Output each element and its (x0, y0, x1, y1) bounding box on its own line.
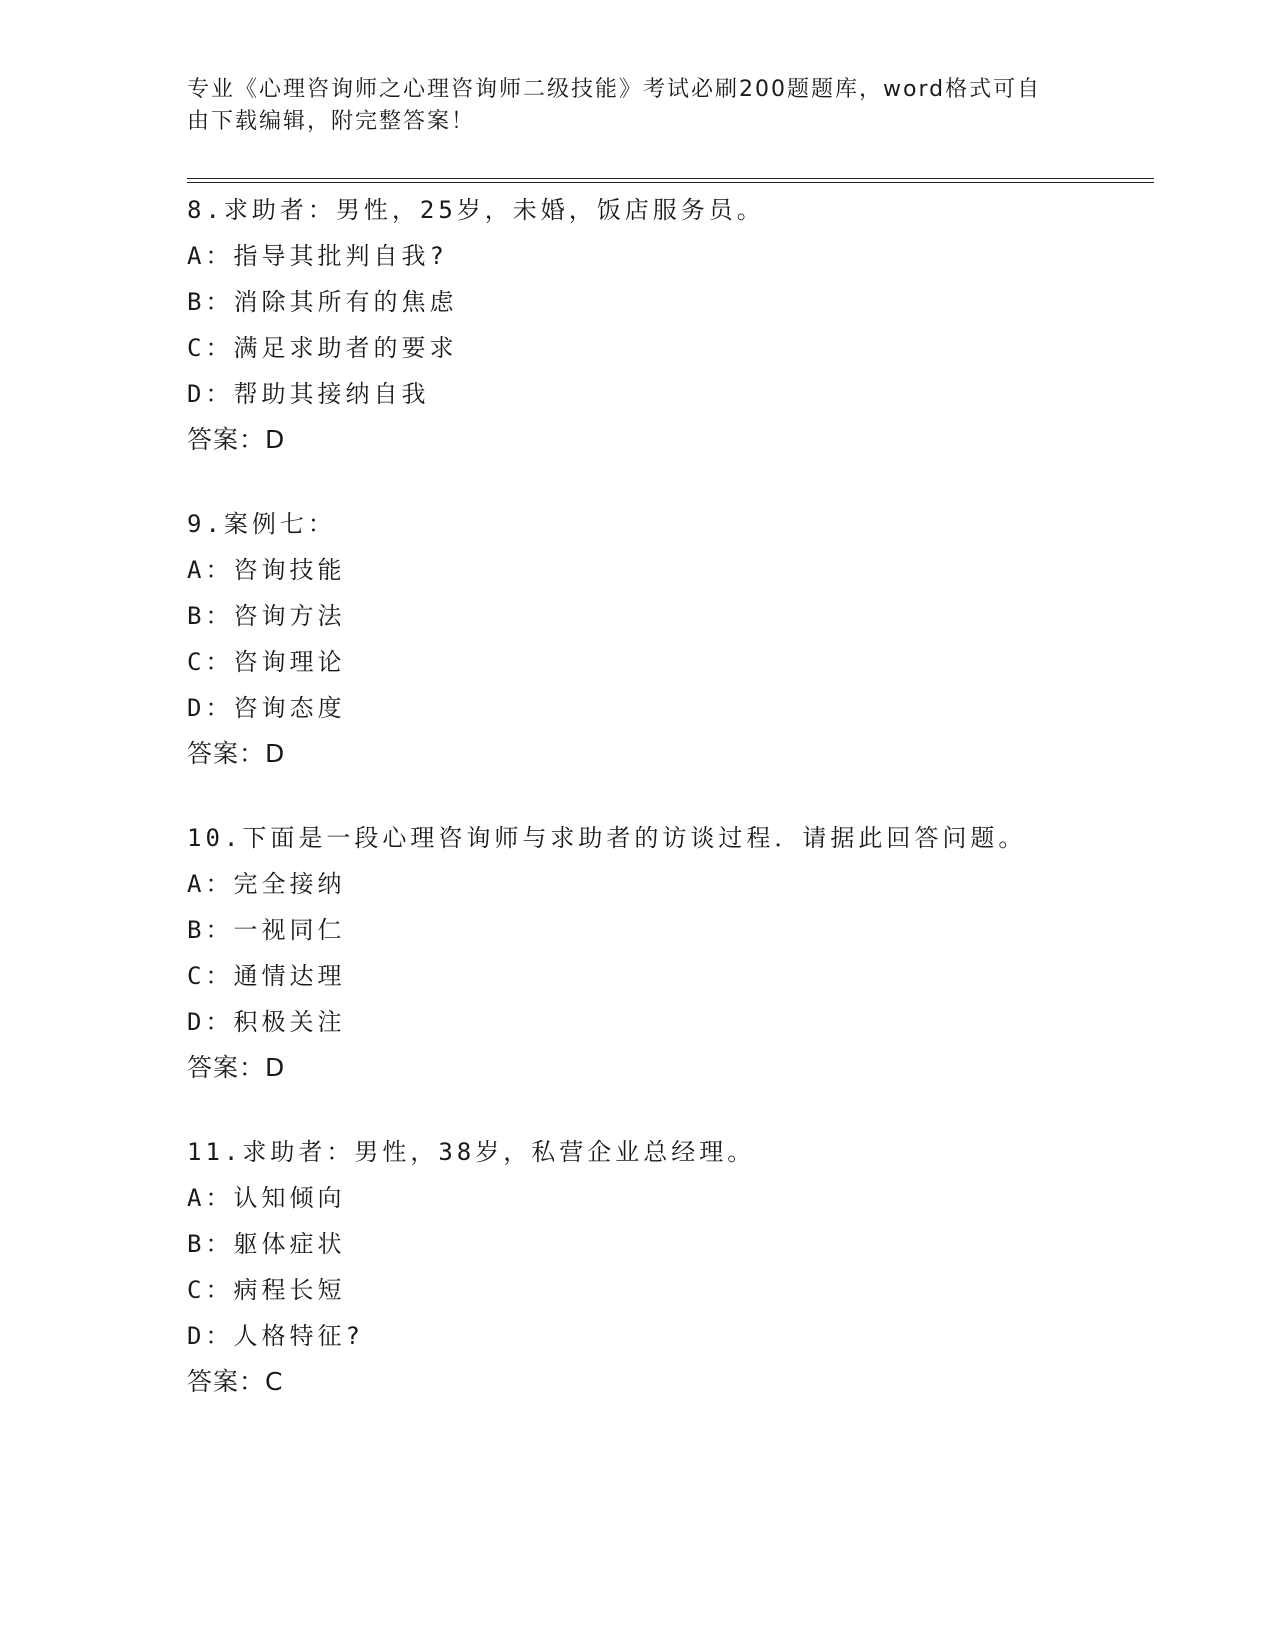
question-stem: 11.求助者：男性，38岁，私营企业总经理。 (187, 1138, 756, 1166)
option-d: D：帮助其接纳自我 (187, 380, 430, 408)
option-c: C：通情达理 (187, 962, 346, 990)
header-line-2: 由下载编辑，附完整答案！ (187, 109, 476, 134)
question-stem: 10.下面是一段心理咨询师与求助者的访谈过程．请据此回答问题。 (187, 824, 1027, 852)
answer-line: 答案：D (187, 425, 286, 454)
question-9 (187, 501, 1187, 777)
option-d: D：人格特征? (187, 1322, 364, 1350)
header-divider (187, 178, 1154, 183)
answer-line: 答案：D (187, 1053, 286, 1082)
answer-line: 答案：D (187, 739, 286, 768)
header-line-1: 专业《心理咨询师之心理咨询师二级技能》考试必刷200题题库，word格式可自 (187, 77, 1042, 102)
option-c: C：咨询理论 (187, 648, 346, 676)
document-header (187, 74, 1067, 138)
option-b: B：一视同仁 (187, 916, 346, 944)
question-8 (187, 187, 1187, 463)
question-10 (187, 815, 1187, 1091)
option-d: D：积极关注 (187, 1008, 346, 1036)
option-b: B：咨询方法 (187, 602, 346, 630)
option-b: B：躯体症状 (187, 1230, 346, 1258)
option-a: A：完全接纳 (187, 870, 346, 898)
option-a: A：指导其批判自我? (187, 242, 448, 270)
question-stem: 8.求助者：男性，25岁，未婚，饭店服务员。 (187, 196, 765, 224)
question-stem: 9.案例七： (187, 510, 336, 538)
option-b: B：消除其所有的焦虑 (187, 288, 458, 316)
option-c: C：满足求助者的要求 (187, 334, 458, 362)
option-a: A：认知倾向 (187, 1184, 346, 1212)
option-c: C：病程长短 (187, 1276, 346, 1304)
question-11 (187, 1129, 1187, 1405)
answer-line: 答案：C (187, 1367, 284, 1396)
option-d: D：咨询态度 (187, 694, 346, 722)
option-a: A：咨询技能 (187, 556, 346, 584)
